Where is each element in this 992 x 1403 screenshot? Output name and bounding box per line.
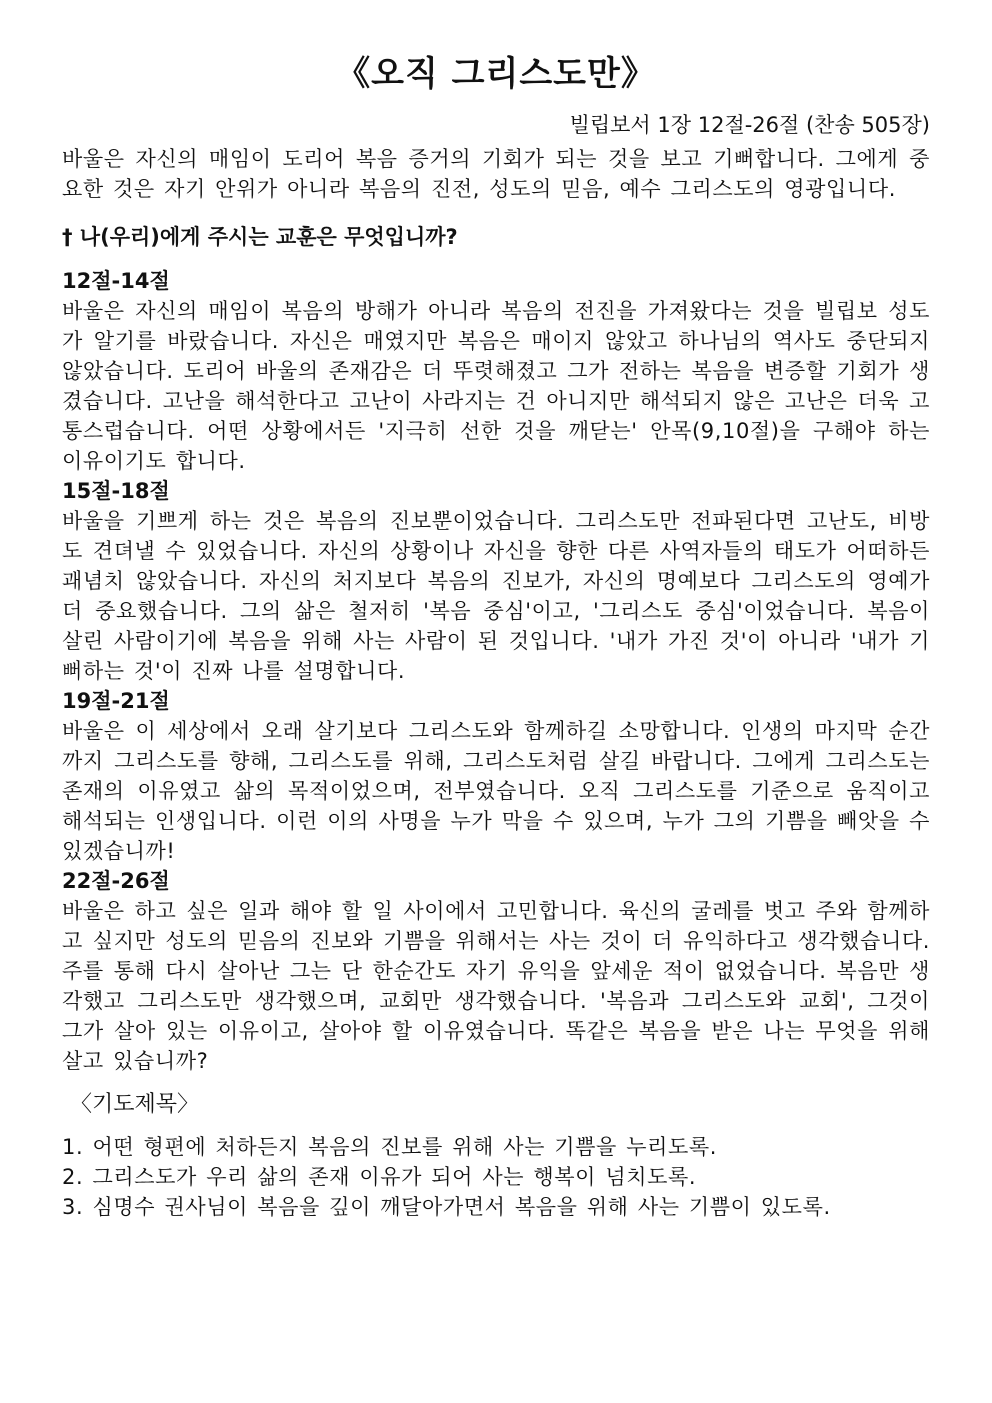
section-text: 바울은 이 세상에서 오래 살기보다 그리스도와 함께하길 소망합니다. 인생의 마지막 순간까지 그리스도를 향해, 그리스도를 위해, 그리스도처럼 살길 바랍니다. 그에게 그리스도는 존재의 이유였고 삶의 목적이었으며, 전부였습니다. 오직 그리스도를 기준으로 움직이고 해석되는 인생입니다. 이런 이의 사명을 누가 막을 수 있으며, 누가 그의 기쁨을 빼앗을 수 있겠습니까! (62, 719, 930, 863)
section-text: 바울은 자신의 매임이 복음의 방해가 아니라 복음의 전진을 가져왔다는 것을 빌립보 성도가 알기를 바랐습니다. 자신은 매였지만 복음은 매이지 않았고 하나님의 역사도 중단되지 않았습니다. 도리어 바울의 존재감은 더 뚜렷해졌고 그가 전하는 복음을 변증할 기회가 생겼습니다. 고난을 해석한다고 고난이 사라지는 건 아니지만 해석되지 않은 고난은 더욱 고통스럽습니다. 어떤 상황에서든 '지극히 선한 것을 깨닫는' 안목(9,10절)을 구해야 하는 이유이기도 합니다. (62, 299, 930, 473)
verse-section-15-18 (62, 476, 930, 686)
prayer-item: 2. 그리스도가 우리 삶의 존재 이유가 되어 사는 행복이 넘치도록. (62, 1165, 697, 1189)
prayer-item: 3. 심명수 권사님이 복음을 깊이 깨달아가면서 복음을 위해 사는 기쁨이 있도록. (62, 1195, 831, 1219)
prayer-item: 1. 어떤 형편에 처하든지 복음의 진보를 위해 사는 기쁨을 누리도록. (62, 1135, 718, 1159)
verse-section-12-14 (62, 266, 930, 476)
prayer-list (62, 1132, 930, 1222)
intro-paragraph: 바울은 자신의 매임이 도리어 복음 증거의 기회가 되는 것을 보고 기뻐합니다. 그에게 중요한 것은 자기 안위가 아니라 복음의 진전, 성도의 믿음, 예수 그리스도의 영광입니다. (62, 147, 930, 201)
section-heading: 12절-14절 (62, 269, 170, 293)
section-text: 바울을 기쁘게 하는 것은 복음의 진보뿐이었습니다. 그리스도만 전파된다면 고난도, 비방도 견뎌낼 수 있었습니다. 자신의 상황이나 자신을 향한 다른 사역자들의 태도가 어떠하든 괘념치 않았습니다. 자신의 처지보다 복음의 진보가, 자신의 명예보다 그리스도의 영예가 더 중요했습니다. 그의 삶은 철저히 '복음 중심'이고, '그리스도 중심'이었습니다. 복음이 살린 사람이기에 복음을 위해 사는 사람이 된 것입니다. '내가 가진 것'이 아니라 '내가 기뻐하는 것'이 진짜 나를 설명합니다. (62, 509, 930, 683)
verse-section-19-21 (62, 686, 930, 866)
section-heading: 19절-21절 (62, 689, 170, 713)
scripture-reference: 빌립보서 1장 12절-26절 (찬송 505장) (569, 113, 930, 137)
section-heading: 22절-26절 (62, 869, 170, 893)
lesson-question: † 나(우리)에게 주시는 교훈은 무엇입니까? (62, 225, 458, 249)
verse-section-22-26 (62, 866, 930, 1076)
devotional-page (62, 52, 930, 1222)
section-text: 바울은 하고 싶은 일과 해야 할 일 사이에서 고민합니다. 육신의 굴레를 벗고 주와 함께하고 싶지만 성도의 믿음의 진보와 기쁨을 위해서는 사는 것이 더 유익하다고 생각했습니다. 주를 통해 다시 살아난 그는 단 한순간도 자기 유익을 앞세운 적이 없었습니다. 복음만 생각했고 그리스도만 생각했으며, 교회만 생각했습니다. '복음과 그리스도와 교회', 그것이 그가 살아 있는 이유이고, 살아야 할 이유였습니다. 똑같은 복음을 받은 나는 무엇을 위해 살고 있습니까? (62, 899, 930, 1073)
section-heading: 15절-18절 (62, 479, 170, 503)
page-title: 《오직 그리스도만》 (336, 54, 656, 94)
verse-sections (62, 266, 930, 1076)
prayer-title: 〈기도제목〉 (70, 1092, 200, 1117)
